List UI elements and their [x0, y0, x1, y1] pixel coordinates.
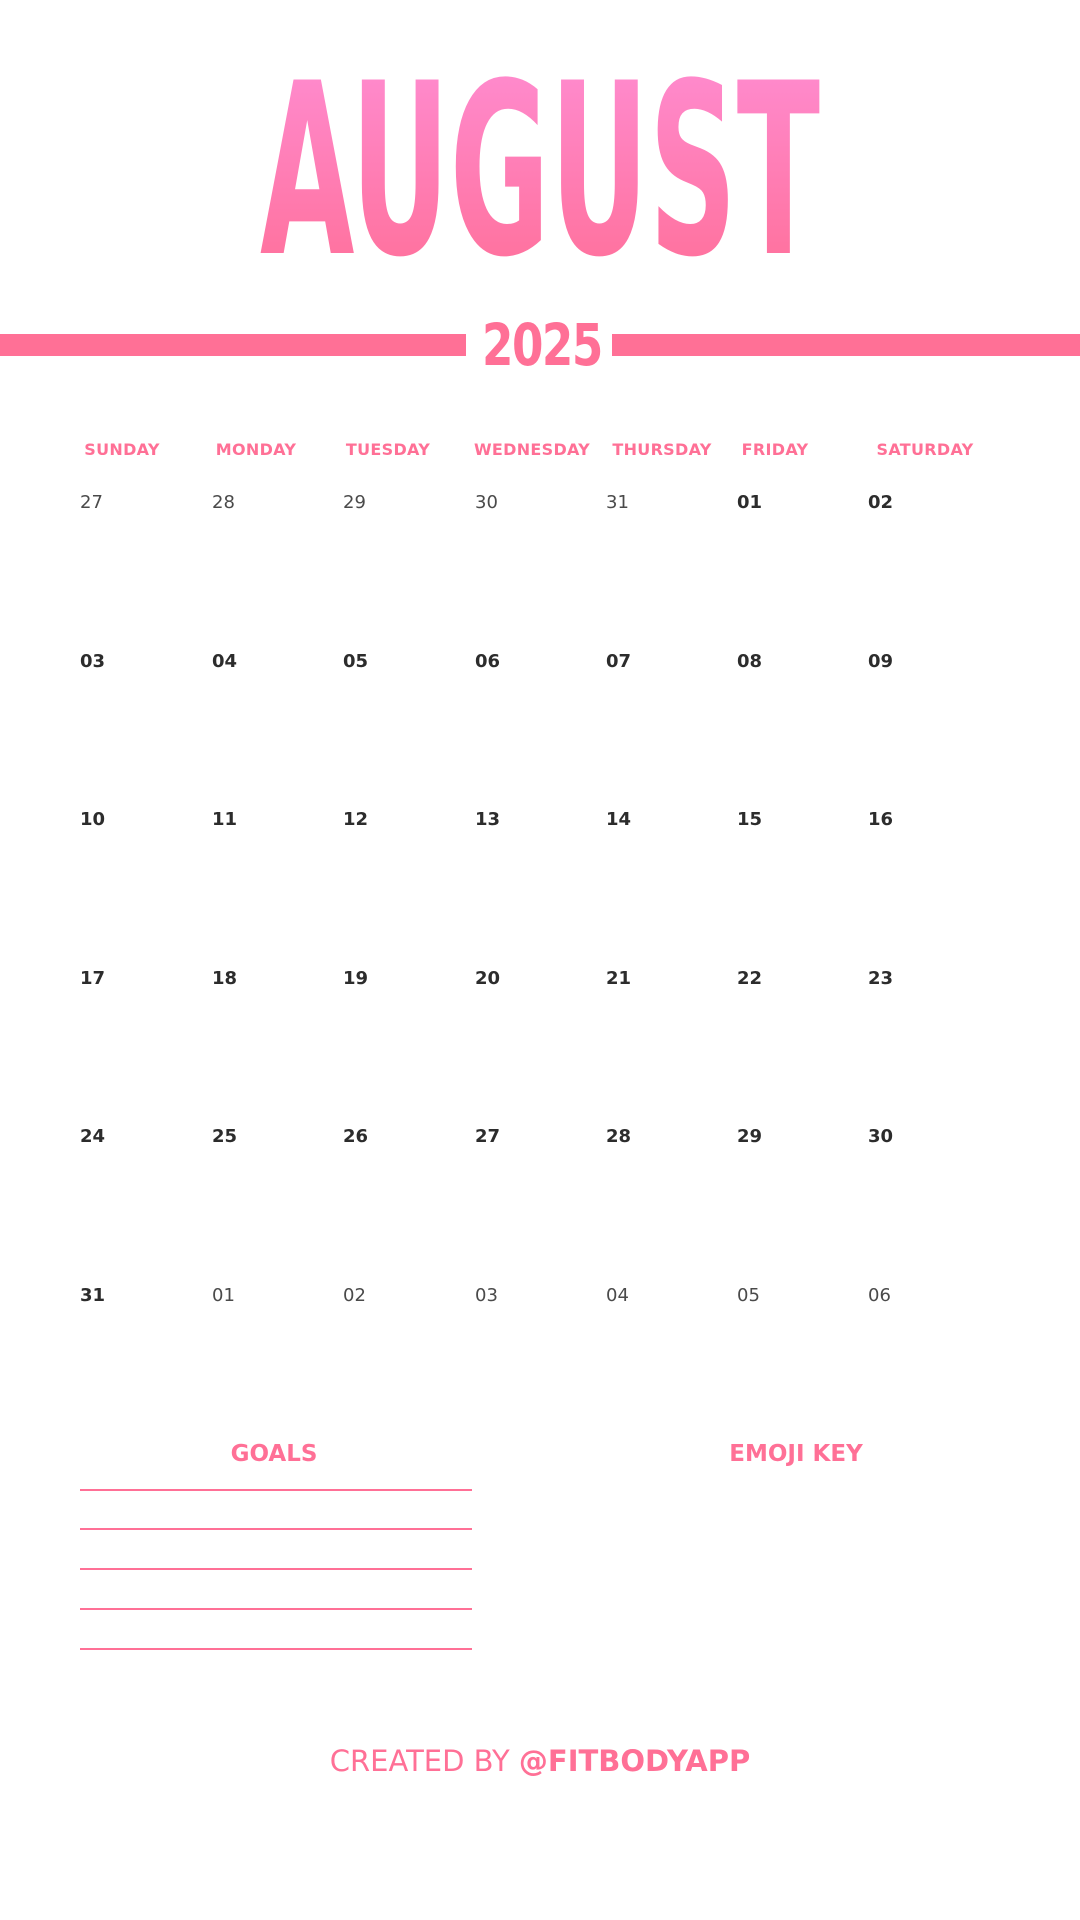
day-number[interactable]: 15 — [737, 809, 763, 830]
weekday-tuesday: TUESDAY — [345, 440, 431, 459]
day-number[interactable]: 19 — [343, 968, 369, 989]
weekday-header-row — [0, 440, 1080, 464]
day-number[interactable]: 07 — [606, 651, 632, 672]
footer-credit-prefix: CREATED BY — [329, 1744, 519, 1778]
day-number-adjacent-month[interactable]: 06 — [868, 1285, 891, 1306]
day-number-adjacent-month[interactable]: 31 — [606, 492, 629, 513]
month-title-text: AUGUST — [260, 45, 820, 275]
day-number-adjacent-month[interactable]: 02 — [343, 1285, 366, 1306]
year-label: 2025 — [482, 311, 602, 379]
day-number[interactable]: 03 — [80, 651, 106, 672]
goal-line[interactable] — [80, 1648, 472, 1650]
day-number[interactable]: 24 — [80, 1126, 106, 1147]
day-number[interactable]: 09 — [868, 651, 894, 672]
day-number-adjacent-month[interactable]: 29 — [343, 492, 366, 513]
day-number[interactable]: 08 — [737, 651, 763, 672]
footer-credit-handle: @FITBODYAPP — [518, 1744, 751, 1778]
day-number[interactable]: 20 — [475, 968, 501, 989]
day-number[interactable]: 06 — [475, 651, 501, 672]
day-number[interactable]: 28 — [606, 1126, 632, 1147]
emoji-key-heading: EMOJI KEY — [729, 1441, 863, 1467]
day-number[interactable]: 29 — [737, 1126, 763, 1147]
day-number-adjacent-month[interactable]: 30 — [475, 492, 498, 513]
weekday-friday: FRIDAY — [741, 440, 809, 459]
goals-heading: GOALS — [230, 1441, 318, 1467]
day-number[interactable]: 13 — [475, 809, 501, 830]
month-title — [0, 45, 1080, 275]
day-number-adjacent-month[interactable]: 04 — [606, 1285, 629, 1306]
day-number-adjacent-month[interactable]: 03 — [475, 1285, 498, 1306]
day-number[interactable]: 25 — [212, 1126, 238, 1147]
day-number-adjacent-month[interactable]: 28 — [212, 492, 235, 513]
day-number[interactable]: 04 — [212, 651, 238, 672]
day-number[interactable]: 21 — [606, 968, 632, 989]
goal-line[interactable] — [80, 1528, 472, 1530]
day-number[interactable]: 11 — [212, 809, 238, 830]
day-number[interactable]: 10 — [80, 809, 106, 830]
day-number-adjacent-month[interactable]: 27 — [80, 492, 103, 513]
goal-line[interactable] — [80, 1568, 472, 1570]
day-number[interactable]: 12 — [343, 809, 369, 830]
day-number[interactable]: 05 — [343, 651, 369, 672]
goal-line[interactable] — [80, 1489, 472, 1491]
day-number-adjacent-month[interactable]: 01 — [212, 1285, 235, 1306]
weekday-monday: MONDAY — [215, 440, 297, 459]
weekday-thursday: THURSDAY — [612, 440, 712, 459]
day-number[interactable]: 17 — [80, 968, 106, 989]
footer-credit — [0, 1744, 1080, 1778]
day-number[interactable]: 14 — [606, 809, 632, 830]
weekday-saturday: SATURDAY — [876, 440, 974, 459]
day-number[interactable]: 02 — [868, 492, 894, 513]
year-divider-right — [612, 334, 1080, 356]
day-number[interactable]: 18 — [212, 968, 238, 989]
day-number-adjacent-month[interactable]: 05 — [737, 1285, 760, 1306]
day-number[interactable]: 30 — [868, 1126, 894, 1147]
day-number[interactable]: 27 — [475, 1126, 501, 1147]
weekday-sunday: SUNDAY — [84, 440, 160, 459]
year-divider-left — [0, 334, 466, 356]
day-number[interactable]: 22 — [737, 968, 763, 989]
day-number[interactable]: 31 — [80, 1285, 106, 1306]
day-number[interactable]: 26 — [343, 1126, 369, 1147]
day-number[interactable]: 01 — [737, 492, 763, 513]
day-number[interactable]: 23 — [868, 968, 894, 989]
year-row — [0, 310, 1080, 380]
goal-line[interactable] — [80, 1608, 472, 1610]
day-number[interactable]: 16 — [868, 809, 894, 830]
weekday-wednesday: WEDNESDAY — [473, 440, 591, 459]
